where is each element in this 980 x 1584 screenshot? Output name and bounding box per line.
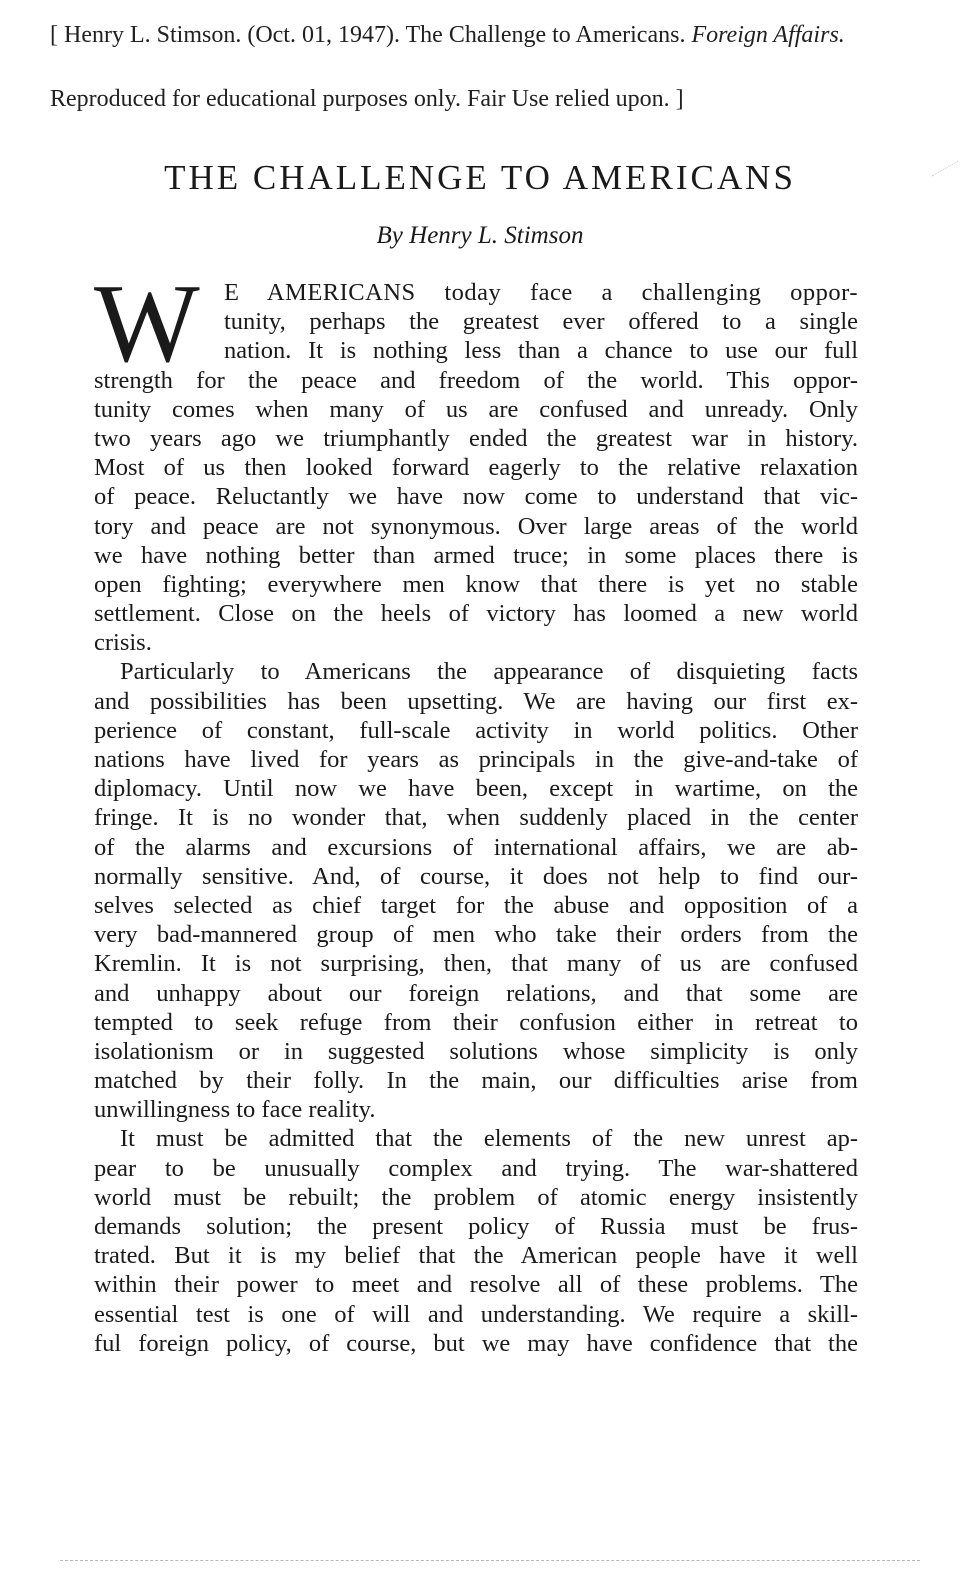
text-line: ful foreign policy, of course, but we may have confidence that the: [94, 1329, 858, 1357]
text-line: tunity, perhaps the greatest ever offered to a single: [224, 308, 858, 336]
text-line: matched by their folly. In the main, our difficulties arise from: [94, 1067, 858, 1095]
text-line: E AMERICANS today face a challenging oppor-: [224, 279, 858, 306]
text-line: world must be rebuilt; the problem of atomic energy insistently: [94, 1183, 858, 1211]
text-line: selves selected as chief target for the abuse and opposition of a: [94, 891, 858, 919]
text-line: Kremlin. It is not surprising, then, that many of us are confused: [94, 950, 858, 978]
text-line: diplomacy. Until now we have been, except in wartime, on the: [94, 775, 858, 803]
citation-line-2: Reproduced for educational purposes only. Fair Use relied upon. ]: [50, 86, 684, 112]
text-line: open fighting; everywhere men know that there is yet no stable: [94, 570, 858, 598]
text-line: we have nothing better than armed truce; in some places there is: [94, 541, 858, 569]
text-line: tory and peace are not synonymous. Over large areas of the world: [94, 512, 858, 540]
text-line: within their power to meet and resolve all of these problems. The: [94, 1271, 858, 1299]
citation-line-1: [50, 20, 950, 50]
text-line: unwillingness to face reality.: [94, 1096, 376, 1124]
text-line: normally sensitive. And, of course, it does not help to find our-: [94, 862, 858, 890]
text-line: crisis.: [94, 629, 152, 657]
text-line: very bad-mannered group of men who take their orders from the: [94, 921, 858, 949]
text-line: pear to be unusually complex and trying. The war-shattered: [94, 1154, 858, 1182]
citation-journal: Foreign Affairs.: [691, 22, 845, 48]
citation-text: [ Henry L. Stimson. (Oct. 01, 1947). The Challenge to Americans.: [50, 22, 692, 48]
text-line: nation. It is nothing less than a chance to use our full: [224, 337, 858, 365]
text-line: tempted to seek refuge from their confusion either in retreat to: [94, 1008, 858, 1036]
text-line: of peace. Reluctantly we have now come to understand that vic-: [94, 483, 858, 511]
page-bottom-rule: [60, 1560, 920, 1561]
text-line: It must be admitted that the elements of the new unrest ap-: [120, 1125, 858, 1153]
article-byline: By Henry L. Stimson: [376, 222, 584, 249]
text-line: and unhappy about our foreign relations, and that some are: [94, 979, 858, 1007]
text-line: tunity comes when many of us are confused and unready. Only: [94, 395, 858, 423]
text-line: isolationism or in suggested solutions whose simplicity is only: [94, 1037, 858, 1065]
text-line: settlement. Close on the heels of victory has loomed a new world: [94, 600, 858, 628]
text-line: perience of constant, full-scale activity in world politics. Other: [94, 716, 858, 744]
text-line: and possibilities has been upsetting. We are having our first ex-: [94, 687, 858, 715]
article-body: [94, 262, 858, 1358]
text-line: demands solution; the present policy of Russia must be frus-: [94, 1213, 858, 1240]
text-line: trated. But it is my belief that the American people have it well: [94, 1242, 858, 1270]
text-line: two years ago we triumphantly ended the greatest war in history.: [94, 424, 858, 452]
text-line: essential test is one of will and understanding. We require a skill-: [94, 1300, 858, 1328]
drop-cap: W: [94, 262, 200, 386]
text-line: Most of us then looked forward eagerly to the relative relaxation: [94, 454, 858, 482]
text-line: strength for the peace and freedom of the world. This oppor-: [94, 366, 858, 394]
text-line: of the alarms and excursions of international affairs, we are ab-: [94, 833, 858, 861]
text-line: fringe. It is no wonder that, when suddenly placed in the center: [94, 804, 858, 832]
text-line: Particularly to Americans the appearance of disquieting facts: [120, 658, 858, 686]
text-line: nations have lived for years as principals in the give-and-take of: [94, 746, 858, 773]
article-title: THE CHALLENGE TO AMERICANS: [164, 158, 796, 197]
